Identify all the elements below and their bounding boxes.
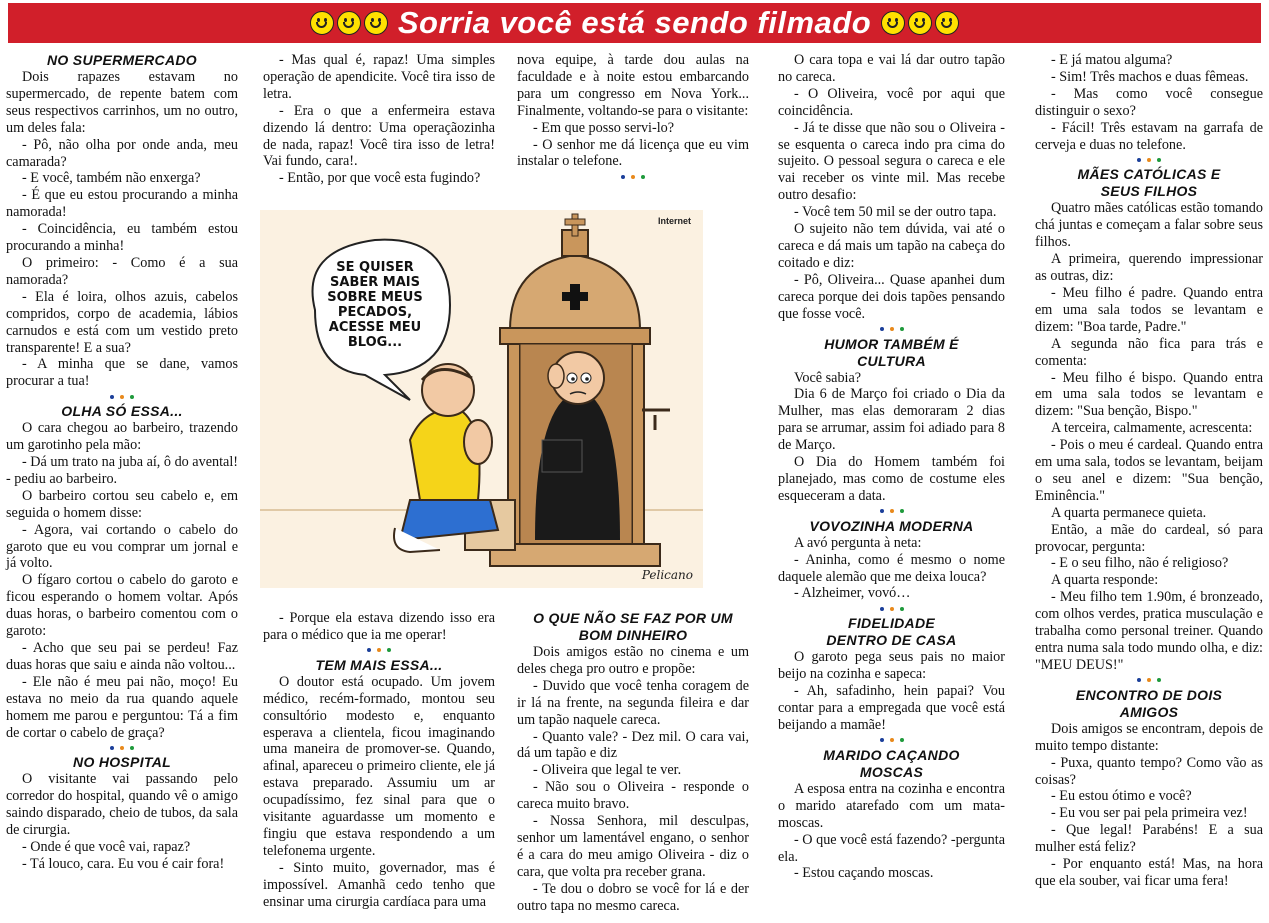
separator-dots <box>6 741 238 754</box>
paragraph: - Dá um trato na juba aí, ô do avental! - pediu ao barbeiro. <box>6 454 238 487</box>
separator-dots <box>1035 153 1263 166</box>
smiley-icon <box>310 11 334 35</box>
paragraph: - Meu filho tem 1.90m, é bronzeado, com olhos verdes, pratica musculação e trabalha como personal treiner. Quando entra numa sala todo mundo olha, e diz: "MEU DEUS!" <box>1035 589 1263 673</box>
paragraph: - E já matou alguma? <box>1051 52 1173 68</box>
smiley-icon <box>337 11 361 35</box>
paragraph: nova equipe, à tarde dou aulas na faculdade e à noite estou embarcando para um congresso em Nova York... Finalmente, voltando-se para o visitante: <box>517 52 749 119</box>
paragraph: - Tá louco, cara. Eu vou é cair fora! <box>22 855 225 872</box>
paragraph: O visitante vai passando pelo corredor do hospital, quando vê o amigo saindo disparado, cheio de tubos, da sala de cirurgia. <box>6 771 238 839</box>
page-title: Sorria você está sendo filmado <box>397 5 872 40</box>
paragraph: Você sabia? <box>794 369 862 386</box>
paragraph: - Então, por que você esta fugindo? <box>279 170 481 187</box>
section-title: O QUE NÃO SE FAZ POR UM BOM DINHEIRO <box>533 610 733 643</box>
separator-dots <box>778 505 1005 518</box>
paragraph: O cara chegou ao barbeiro, trazendo um garotinho pela mão: <box>6 420 238 454</box>
speech-bubble-text: SE QUISER SABER MAIS SOBRE MEUS PECADOS, ACESSE MEU BLOG... <box>327 260 423 350</box>
paragraph: - Você tem 50 mil se der outro tapa. <box>794 204 997 221</box>
section-title: MARIDO CAÇANDO MOSCAS <box>823 746 960 780</box>
column-2-bottom <box>263 610 495 911</box>
paragraph: - Ela é loira, olhos azuis, cabelos compridos, corpo de academia, lábios carnudos e está com um vestido preto transparente! E a sua? <box>6 288 238 356</box>
column-3-bottom <box>517 610 749 915</box>
paragraph: Dia 6 de Março foi criado o Dia da Mulher, mas elas demoraram 2 dias para se arrumar, assim foi adiado para 8 de Março. <box>778 386 1005 454</box>
paragraph: A terceira, calmamente, acrescenta: <box>1051 420 1253 437</box>
paragraph: - Sim! Três machos e duas fêmeas. <box>1051 68 1249 85</box>
paragraph: - Pô, Oliveira... Quase apanhei dum careca porque dei dois tapões pensando que fosse você. <box>778 271 1005 322</box>
paragraph: - Fácil! Três estavam na garrafa de cerveja e duas no telefone. <box>1035 119 1263 153</box>
paragraph: - Já te disse que não sou o Oliveira - se esquenta o careca indo pra cima do sujeito. O pessoal segura o careca e ele vai receber os vinte mil. Mas recebe outro desafio: <box>778 119 1005 204</box>
paragraph: - Eu vou ser pai pela primeira vez! <box>1051 805 1248 822</box>
separator-dots <box>263 644 495 657</box>
paragraph: Dois amigos se encontram, depois de muito tempo distante: <box>1035 720 1263 754</box>
separator-dots <box>778 323 1005 336</box>
paragraph: - O senhor me dá licença que eu vim instalar o telefone. <box>517 136 749 170</box>
separator-dots <box>778 734 1005 747</box>
artist-signature: Pelicano <box>641 568 693 582</box>
paragraph: - O que você está fazendo? -pergunta ela. <box>778 831 1005 865</box>
section-title: MÃES CATÓLICAS E SEUS FILHOS <box>1077 166 1221 200</box>
paragraph: - A minha que se dane, vamos procurar a tua! <box>6 356 238 390</box>
paragraph: - Puxa, quanto tempo? Como vão as coisas? <box>1035 754 1263 788</box>
paragraph: - Em que posso servi-lo? <box>533 119 675 136</box>
section-title: FIDELIDADE DENTRO DE CASA <box>826 615 957 649</box>
smiley-icon <box>908 11 932 35</box>
paragraph: - Meu filho é padre. Quando entra em uma sala todos se levantam e dizem: "Boa tarde, Padre." <box>1035 284 1263 335</box>
paragraph: - Acho que seu pai se perdeu! Faz duas horas que saiu e ainda não voltou... <box>6 640 238 673</box>
section-title: NO HOSPITAL <box>73 754 171 771</box>
paragraph: A quarta responde: <box>1051 572 1159 589</box>
section-title: ENCONTRO DE DOIS AMIGOS <box>1075 686 1223 720</box>
paragraph: - Coincidência, eu também estou procurando a minha! <box>6 221 238 255</box>
paragraph: - Eu estou ótimo e você? <box>1051 788 1192 805</box>
separator-dots <box>1035 674 1263 687</box>
column-2-top <box>263 52 495 187</box>
paragraph: - Estou caçando moscas. <box>794 865 934 882</box>
paragraph: Quatro mães católicas estão tomando chá juntas e começam a falar sobre seus filhos. <box>1035 200 1263 251</box>
separator-dots <box>517 170 749 183</box>
smiley-icon <box>935 11 959 35</box>
smiley-group-right <box>881 11 959 35</box>
paragraph: - É que eu estou procurando a minha namorada! <box>6 187 238 221</box>
column-1 <box>6 52 238 873</box>
paragraph: - Alzheimer, vovó… <box>794 585 911 602</box>
paragraph: O fígaro cortou o cabelo do garoto e ficou esperando o homem voltar. Após duas horas, o barbeiro comentou com o garoto: <box>6 572 238 640</box>
section-title: NO SUPERMERCADO <box>47 52 197 68</box>
column-5 <box>1035 52 1263 890</box>
paragraph: A quarta permanece quieta. <box>1051 504 1207 521</box>
paragraph: - Te dou o dobro se você for lá e der outro tapa no mesmo careca. <box>517 880 749 914</box>
paragraph: - Não sou o Oliveira - responde o careca muito bravo. <box>517 779 749 813</box>
separator-dots <box>6 390 238 403</box>
paragraph: - Agora, vai cortando o cabelo do garoto que eu vou comprar um jornal e já volto. <box>6 521 238 572</box>
section-title: VOVOZINHA MODERNA <box>809 517 974 534</box>
paragraph: A esposa entra na cozinha e encontra o marido atarefado com um mata-moscas. <box>778 780 1005 831</box>
smiley-group-left <box>310 11 388 35</box>
paragraph: O primeiro: - Como é a sua namorada? <box>6 254 238 288</box>
paragraph: O garoto pega seus pais no maior beijo na cozinha e sapeca: <box>778 649 1005 683</box>
image-credit: Internet <box>657 216 691 226</box>
smiley-icon <box>364 11 388 35</box>
paragraph: A avó pergunta à neta: <box>794 534 922 551</box>
paragraph: - Era o que a enfermeira estava dizendo lá dentro: Uma operaçãozinha de nada, rapaz! Você tira isso de letra! Vai fundo, cara!. <box>263 102 495 170</box>
paragraph: - E você, também não enxerga? <box>22 170 201 187</box>
paragraph: - Nossa Senhora, mil desculpas, senhor um lamentável engano, o senhor é a cara do meu amigo Oliveira - diz o cara, que volta pra receber grana. <box>517 813 749 880</box>
cartoon-illustration <box>260 210 703 588</box>
paragraph: - Aninha, como é mesmo o nome daquele alemão que me deixa louca? <box>778 551 1005 585</box>
header-banner <box>8 3 1261 43</box>
section-title: HUMOR TAMBÉM É CULTURA <box>824 335 959 369</box>
paragraph: O barbeiro cortou seu cabelo e, em seguida o homem disse: <box>6 487 238 521</box>
column-3-top <box>517 52 749 183</box>
paragraph: Dois amigos estão no cinema e um deles chega pro outro e propõe: <box>517 644 749 677</box>
section-title: OLHA SÓ ESSA... <box>61 403 183 420</box>
paragraph: - Meu filho é bispo. Quando entra em uma sala todos se levantam e dizem: "Sua benção, Bispo." <box>1035 369 1263 420</box>
paragraph: O doutor está ocupado. Um jovem médico, recém-formado, montou seu consultório modesto e, enquanto esperava a clientela, ficou imaginando uma maneira de promover-se. Quando, afinal, apareceu o primeiro cliente, ele já estava preparado. Assumiu um ar ocupadíssimo, fez sinal para que o visitante aguardasse um momento e fingiu que estava respondendo a um telefonema urgente. <box>263 673 495 859</box>
paragraph: - O Oliveira, você por aqui que coincidência. <box>778 85 1005 119</box>
paragraph: A segunda não fica para trás e comenta: <box>1035 335 1263 369</box>
paragraph: - Duvido que você tenha coragem de ir lá na frente, na segunda fileira e dar um tapão naquele careca. <box>517 677 749 728</box>
smiley-icon <box>881 11 905 35</box>
paragraph: - Pois o meu é cardeal. Quando entra em uma sala, todos se levantam, beijam o seu anel e dizem: "Sua benção, Eminência." <box>1035 437 1263 504</box>
paragraph: - Ah, safadinho, hein papai? Vou contar para a empregada que você está beijando a mamãe! <box>778 683 1005 733</box>
paragraph: - Oliveira que legal te ver. <box>533 762 682 779</box>
paragraph: - Onde é que você vai, rapaz? <box>22 839 191 856</box>
paragraph: A primeira, querendo impressionar as outras, diz: <box>1035 251 1263 285</box>
paragraph: - Sinto muito, governador, mas é impossível. Amanhã cedo tenho que ensinar uma cirurgia cardíaca para uma <box>263 859 495 910</box>
paragraph: Então, a mãe do cardeal, só para provocar, pergunta: <box>1035 521 1263 555</box>
paragraph: - Mas como você consegue distinguir o sexo? <box>1035 85 1263 119</box>
paragraph: - E o seu filho, não é religioso? <box>1051 555 1229 572</box>
section-title: TEM MAIS ESSA... <box>315 656 443 673</box>
paragraph: Dois rapazes estavam no supermercado, de repente batem com seus respectivos carrinhos, um no outro, um deles fala: <box>6 69 238 136</box>
paragraph: O sujeito não tem dúvida, vai até o careca e dá mais um tapão na cabeça do coitado e diz: <box>778 221 1005 271</box>
column-4 <box>778 52 1005 882</box>
separator-dots <box>778 602 1005 615</box>
paragraph: - Quanto vale? - Dez mil. O cara vai, dá um tapão e diz <box>517 728 749 762</box>
paragraph: O cara topa e vai lá dar outro tapão no careca. <box>778 52 1005 85</box>
paragraph: - Ele não é meu pai não, moço! Eu estava no meio da rua quando aquele homem me parou e perguntou: Tá a fim de cortar o cabelo de graça? <box>6 673 238 741</box>
paragraph: O Dia do Homem também foi planejado, mas como de costume eles esqueceram a data. <box>778 454 1005 504</box>
paragraph: - Mas qual é, rapaz! Uma simples operação de apendicite. Você tira isso de letra. <box>263 52 495 102</box>
paragraph: - Pô, não olha por onde anda, meu camarada? <box>6 136 238 170</box>
paragraph: - Porque ela estava dizendo isso era para o médico que ia me operar! <box>263 610 495 643</box>
paragraph: - Que legal! Parabéns! E a sua mulher está feliz? <box>1035 822 1263 856</box>
paragraph: - Por enquanto está! Mas, na hora que ela souber, vai ficar uma fera! <box>1035 856 1263 889</box>
